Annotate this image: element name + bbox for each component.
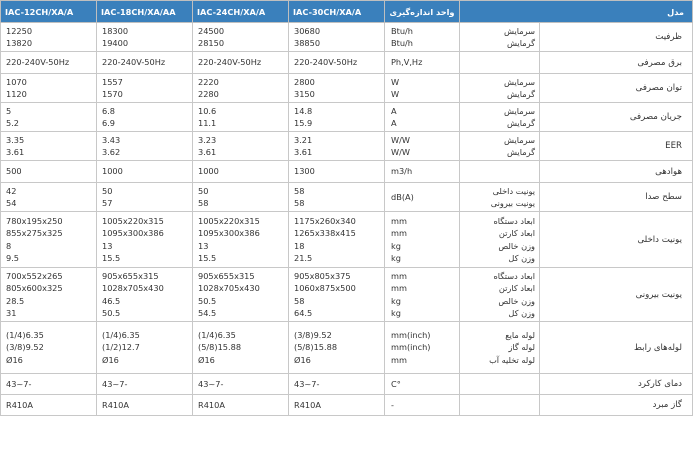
model-2-value: [193, 212, 289, 268]
model-1-value-line: 1060x875x500: [294, 283, 356, 294]
model-4-value-line: 5: [6, 105, 12, 116]
row-unit-line: Ph,V,Hz: [391, 57, 423, 68]
model-4-value: [1, 161, 97, 183]
row-sublabel: [460, 322, 540, 374]
model-2-value-line: 58: [198, 198, 209, 208]
model-2-value-line: Ø16: [198, 354, 215, 365]
table-row: [1, 74, 693, 103]
row-unit: [385, 183, 460, 212]
row-label: EER: [540, 132, 693, 161]
row-unit-line: mm: [391, 270, 407, 281]
model-3-value-line: Ø16: [102, 354, 119, 365]
row-sublabel-line: ابعاد کارتن: [498, 283, 535, 294]
row-sublabel: [460, 395, 540, 416]
model-4-value-line: 9.5: [6, 252, 20, 263]
model-1-value-line: 15.88(5/8): [294, 342, 338, 353]
model-3-value-line: 3.43: [102, 134, 121, 145]
model-1-value-line: 15.9: [294, 118, 313, 128]
model-1-value-line: 3150: [294, 89, 315, 99]
table-row: [1, 268, 693, 322]
model-1-value: [289, 374, 385, 395]
model-4-value: [1, 183, 97, 212]
model-3-value-line: 6.35(1/4): [102, 330, 140, 341]
row-sublabel-line: سرمایش: [504, 76, 535, 87]
model-3-value: [97, 322, 193, 374]
model-2-value-line: 1095x300x386: [198, 228, 260, 239]
row-sublabel: [460, 183, 540, 212]
model-4-value-line: 13820: [6, 38, 33, 48]
model-2-value-line: 13: [198, 240, 209, 251]
row-sublabel: [460, 212, 540, 268]
model-3-value-line: 13: [102, 240, 113, 251]
row-sublabel-line: لوله مایع: [505, 330, 535, 341]
row-sublabel-line: گرمایش: [506, 118, 535, 128]
model-3-value-line: 19400: [102, 38, 129, 48]
model-1-value-line: 9.52(3/8): [294, 330, 332, 341]
model-3-value-line: 1570: [102, 89, 123, 99]
model-2-value-line: 2220: [198, 76, 219, 87]
row-unit-line: °C: [391, 378, 401, 389]
model-3-value-line: 50: [102, 185, 113, 196]
model-1-value-line: 58: [294, 295, 305, 306]
model-1-value-line: 3.61: [294, 147, 313, 157]
model-1-value: [289, 132, 385, 161]
row-unit-line: mm: [391, 354, 407, 365]
row-sublabel: [460, 132, 540, 161]
row-unit: [385, 322, 460, 374]
row-sublabel-line: گرمایش: [506, 38, 535, 48]
model-3-value: [97, 268, 193, 322]
model-2-value-line: 1028x705x430: [198, 283, 260, 294]
model-1-value: [289, 103, 385, 132]
model-1-value: [289, 268, 385, 322]
model-4-value: [1, 132, 97, 161]
row-unit-line: mm: [391, 215, 407, 226]
table-row: [1, 395, 693, 416]
model-4-value-line: R410A: [6, 399, 33, 410]
model-2-value-line: 15.88(5/8): [198, 342, 242, 353]
model-2-value-line: 905x655x315: [198, 270, 255, 281]
model-4-value-line: 9.52(3/8): [6, 342, 44, 353]
table-row: [1, 132, 693, 161]
row-label: لوله‌های رابط: [540, 322, 693, 374]
table-row: [1, 161, 693, 183]
row-unit-line: A: [391, 105, 397, 116]
row-unit-line: A: [391, 118, 397, 128]
row-sublabel: [460, 52, 540, 74]
table-row: [1, 23, 693, 52]
model-4-value-line: -7~43: [6, 378, 32, 389]
model-1-value: [289, 183, 385, 212]
model-2-value-line: R410A: [198, 399, 225, 410]
model-2-value: [193, 23, 289, 52]
model-3-value: [97, 103, 193, 132]
model-4-value-line: 3.35: [6, 134, 25, 145]
model-1-value-line: 1175x260x340: [294, 215, 356, 226]
model-3-value-line: 1557: [102, 76, 123, 87]
model-2-value-line: 220-240V-50Hz: [198, 57, 262, 68]
model-4-value-line: 28.5: [6, 295, 25, 306]
row-unit: [385, 23, 460, 52]
model-4-value-line: 54: [6, 198, 17, 208]
model-3-value: [97, 395, 193, 416]
header-model-3: IAC-18CH/XA/AA: [97, 1, 193, 23]
row-label: دمای کارکرد: [540, 374, 693, 395]
model-3-value: [97, 183, 193, 212]
model-4-value-line: 805x600x325: [6, 283, 63, 294]
model-3-value: [97, 212, 193, 268]
row-unit-line: kg: [391, 295, 401, 306]
model-4-value-line: 8: [6, 240, 12, 251]
row-sublabel-line: لوله تخلیه آب: [489, 354, 535, 365]
row-unit-line: m3/h: [391, 166, 413, 177]
model-3-value-line: 3.62: [102, 147, 121, 157]
model-3-value: [97, 23, 193, 52]
model-1-value-line: 58: [294, 185, 305, 196]
row-unit: [385, 374, 460, 395]
model-2-value-line: 24500: [198, 25, 225, 36]
model-4-value-line: 1070: [6, 76, 27, 87]
row-sublabel: [460, 374, 540, 395]
row-unit-line: W/W: [391, 134, 410, 145]
row-sublabel-line: ابعاد دستگاه: [493, 215, 535, 226]
model-2-value: [193, 374, 289, 395]
model-4-value-line: 12250: [6, 25, 33, 36]
model-4-value-line: 780x195x250: [6, 215, 63, 226]
model-2-value-line: 3.23: [198, 134, 217, 145]
model-1-value-line: R410A: [294, 399, 321, 410]
row-label: توان مصرفی: [540, 74, 693, 103]
model-2-value-line: 11.1: [198, 118, 217, 128]
model-1-value: [289, 23, 385, 52]
model-3-value-line: 220-240V-50Hz: [102, 57, 166, 68]
model-4-value-line: 700x552x265: [6, 270, 63, 281]
model-2-value-line: 50.5: [198, 295, 217, 306]
model-3-value-line: -7~43: [102, 378, 128, 389]
row-sublabel-line: یونیت بیرونی: [490, 198, 535, 208]
model-2-value: [193, 103, 289, 132]
row-unit-line: W: [391, 89, 400, 99]
model-4-value-line: Ø16: [6, 354, 23, 365]
row-unit-line: mm(inch): [391, 330, 431, 341]
row-unit-line: kg: [391, 252, 401, 263]
row-label: هوادهی: [540, 161, 693, 183]
model-4-value-line: 6.35(1/4): [6, 330, 44, 341]
header-model-4: IAC-12CH/XA/A: [1, 1, 97, 23]
model-1-value-line: 21.5: [294, 252, 313, 263]
model-1-value-line: -7~43: [294, 378, 320, 389]
model-4-value: [1, 212, 97, 268]
model-2-value: [193, 322, 289, 374]
model-4-value-line: 500: [6, 166, 22, 177]
row-unit-line: Btu/h: [391, 25, 413, 36]
row-unit: [385, 52, 460, 74]
model-1-value-line: 38850: [294, 38, 321, 48]
model-1-value: [289, 74, 385, 103]
row-label: گاز مبرد: [540, 395, 693, 416]
model-2-value: [193, 183, 289, 212]
model-1-value-line: 58: [294, 198, 305, 208]
header-unit: واحد اندازه‌گیری: [385, 1, 460, 23]
model-1-value: [289, 322, 385, 374]
model-1-value-line: 3.21: [294, 134, 313, 145]
row-sublabel-line: وزن خالص: [498, 240, 535, 251]
model-3-value-line: 12.7(1/2): [102, 342, 140, 353]
row-sublabel-line: لوله گاز: [508, 342, 535, 353]
model-3-value-line: R410A: [102, 399, 129, 410]
header-row: [1, 1, 693, 23]
row-unit-line: mm: [391, 283, 407, 294]
row-sublabel: [460, 161, 540, 183]
model-4-value-line: 855x275x325: [6, 228, 63, 239]
row-unit: [385, 268, 460, 322]
model-2-value: [193, 161, 289, 183]
table-row: [1, 52, 693, 74]
row-sublabel-line: ابعاد کارتن: [498, 228, 535, 239]
model-1-value-line: 1300: [294, 166, 315, 177]
model-1-value-line: 220-240V-50Hz: [294, 57, 358, 68]
header-model-2: IAC-24CH/XA/A: [193, 1, 289, 23]
model-4-value: [1, 374, 97, 395]
model-4-value: [1, 322, 97, 374]
model-2-value-line: 2280: [198, 89, 219, 99]
row-unit-line: mm(inch): [391, 342, 431, 353]
row-sublabel-line: سرمایش: [504, 105, 535, 116]
row-label: برق مصرفی: [540, 52, 693, 74]
row-unit: [385, 132, 460, 161]
model-4-value: [1, 23, 97, 52]
model-3-value: [97, 74, 193, 103]
model-4-value: [1, 52, 97, 74]
model-2-value-line: 6.35(1/4): [198, 330, 236, 341]
table-row: [1, 183, 693, 212]
row-unit-line: Btu/h: [391, 38, 413, 48]
model-3-value-line: 50.5: [102, 307, 121, 318]
header-model-1: IAC-30CH/XA/A: [289, 1, 385, 23]
model-3-value-line: 57: [102, 198, 113, 208]
model-3-value-line: 1005x220x315: [102, 215, 164, 226]
model-3-value: [97, 132, 193, 161]
model-2-value-line: -7~43: [198, 378, 224, 389]
table-row: [1, 374, 693, 395]
row-label: سطح صدا: [540, 183, 693, 212]
row-sublabel-line: وزن کل: [508, 307, 535, 318]
model-3-value-line: 1028x705x430: [102, 283, 164, 294]
model-4-value-line: 220-240V-50Hz: [6, 57, 70, 68]
row-sublabel-line: وزن خالص: [498, 295, 535, 306]
row-sublabel-line: سرمایش: [504, 134, 535, 145]
model-2-value-line: 10.6: [198, 105, 217, 116]
model-1-value-line: Ø16: [294, 354, 311, 365]
model-2-value-line: 3.61: [198, 147, 217, 157]
model-4-value-line: 42: [6, 185, 17, 196]
model-3-value: [97, 161, 193, 183]
model-2-value: [193, 132, 289, 161]
model-1-value: [289, 161, 385, 183]
row-unit: [385, 395, 460, 416]
model-1-value: [289, 212, 385, 268]
model-1-value-line: 64.5: [294, 307, 313, 318]
model-1-value-line: 1265x338x415: [294, 228, 356, 239]
row-unit-line: kg: [391, 240, 401, 251]
row-unit-line: mm: [391, 228, 407, 239]
model-3-value-line: 1095x300x386: [102, 228, 164, 239]
header-param: مدل: [460, 1, 693, 23]
model-2-value-line: 28150: [198, 38, 225, 48]
spec-table-body: [1, 23, 693, 416]
model-1-value-line: 905x805x375: [294, 270, 351, 281]
model-2-value: [193, 395, 289, 416]
model-3-value: [97, 374, 193, 395]
row-unit-line: W: [391, 76, 400, 87]
model-1-value-line: 14.8: [294, 105, 313, 116]
row-sublabel-line: گرمایش: [506, 89, 535, 99]
model-4-value: [1, 395, 97, 416]
model-3-value: [97, 52, 193, 74]
row-unit: [385, 103, 460, 132]
model-2-value: [193, 268, 289, 322]
row-label: ظرفیت: [540, 23, 693, 52]
model-3-value-line: 46.5: [102, 295, 121, 306]
row-unit-line: W/W: [391, 147, 410, 157]
row-unit: [385, 161, 460, 183]
row-unit-line: kg: [391, 307, 401, 318]
model-4-value-line: 5.2: [6, 118, 20, 128]
model-2-value-line: 15.5: [198, 252, 217, 263]
model-4-value-line: 3.61: [6, 147, 25, 157]
model-4-value: [1, 268, 97, 322]
model-1-value-line: 30680: [294, 25, 321, 36]
model-1-value-line: 18: [294, 240, 305, 251]
row-sublabel-line: سرمایش: [504, 25, 535, 36]
model-3-value-line: 15.5: [102, 252, 121, 263]
row-sublabel-line: وزن کل: [508, 252, 535, 263]
model-3-value-line: 6.9: [102, 118, 116, 128]
model-3-value-line: 6.8: [102, 105, 116, 116]
row-label: جریان مصرفی: [540, 103, 693, 132]
row-sublabel: [460, 23, 540, 52]
model-2-value-line: 54.5: [198, 307, 217, 318]
model-1-value-line: 2800: [294, 76, 315, 87]
row-label: یونیت بیرونی: [540, 268, 693, 322]
model-2-value-line: 1005x220x315: [198, 215, 260, 226]
model-4-value: [1, 74, 97, 103]
model-2-value-line: 1000: [198, 166, 219, 177]
row-sublabel: [460, 74, 540, 103]
row-sublabel-line: گرمایش: [506, 147, 535, 157]
row-unit: [385, 74, 460, 103]
model-2-value-line: 50: [198, 185, 209, 196]
row-label: یونیت داخلی: [540, 212, 693, 268]
row-sublabel: [460, 268, 540, 322]
model-2-value: [193, 52, 289, 74]
table-row: [1, 212, 693, 268]
row-sublabel-line: یونیت داخلی: [492, 185, 535, 196]
model-3-value-line: 1000: [102, 166, 123, 177]
model-4-value: [1, 103, 97, 132]
row-unit-line: dB(A): [391, 191, 414, 202]
row-unit: [385, 212, 460, 268]
row-sublabel-line: ابعاد دستگاه: [493, 270, 535, 281]
row-sublabel: [460, 103, 540, 132]
model-3-value-line: 18300: [102, 25, 129, 36]
table-row: [1, 103, 693, 132]
model-1-value: [289, 395, 385, 416]
model-3-value-line: 905x655x315: [102, 270, 159, 281]
row-unit-line: -: [391, 399, 394, 410]
model-1-value: [289, 52, 385, 74]
model-2-value: [193, 74, 289, 103]
table-row: [1, 322, 693, 374]
model-4-value-line: 1120: [6, 89, 27, 99]
model-4-value-line: 31: [6, 307, 17, 318]
